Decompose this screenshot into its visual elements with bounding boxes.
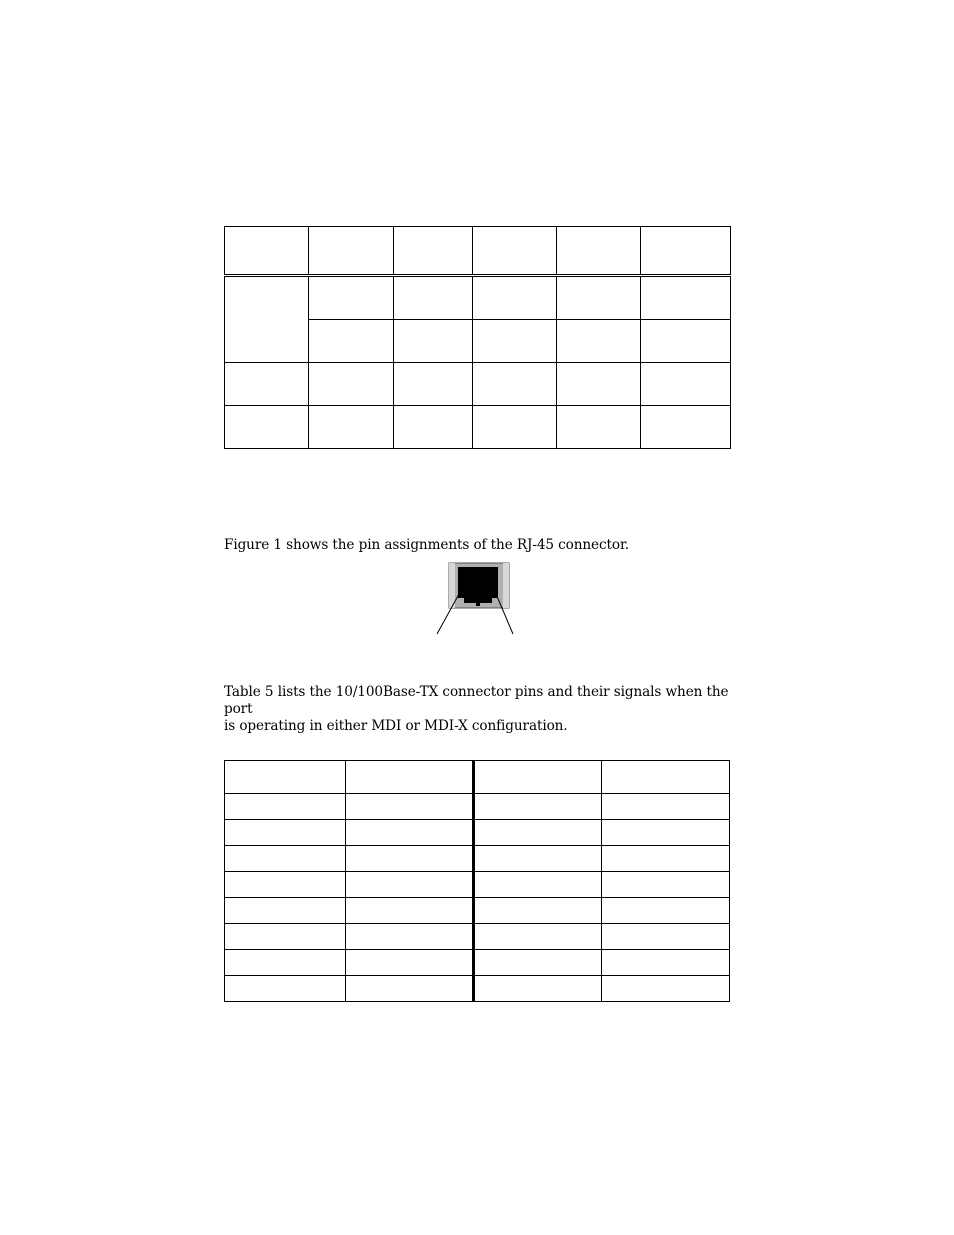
table-cell bbox=[394, 406, 473, 449]
table-row bbox=[225, 950, 730, 976]
table-cell bbox=[641, 320, 731, 363]
table-cell bbox=[346, 924, 474, 950]
table-row bbox=[225, 794, 730, 820]
table-cell bbox=[346, 794, 474, 820]
table-cell bbox=[557, 276, 641, 320]
table-cell bbox=[641, 363, 731, 406]
table-cell bbox=[557, 227, 641, 276]
table-cell bbox=[225, 846, 346, 872]
table-cell bbox=[346, 820, 474, 846]
table-cell bbox=[557, 320, 641, 363]
table-cell bbox=[225, 924, 346, 950]
table-cell bbox=[601, 872, 729, 898]
table-row bbox=[225, 976, 730, 1002]
figure-intro-paragraph: Figure 1 shows the pin assignments of the RJ-45 connector. bbox=[224, 537, 630, 553]
table-cell bbox=[474, 872, 601, 898]
table-row bbox=[225, 924, 730, 950]
table-cell bbox=[473, 276, 557, 320]
table-cell bbox=[641, 276, 731, 320]
table-cell bbox=[394, 227, 473, 276]
table-cell bbox=[346, 846, 474, 872]
table-cell bbox=[309, 276, 394, 320]
table-cell bbox=[474, 846, 601, 872]
table-intro-paragraph bbox=[224, 684, 744, 735]
connector-highlight-left bbox=[449, 563, 455, 608]
connector-socket bbox=[458, 567, 498, 606]
table-cell bbox=[474, 950, 601, 976]
cable-spec-table bbox=[224, 226, 731, 449]
table-cell bbox=[601, 794, 729, 820]
table-cell bbox=[225, 761, 346, 794]
table-cell bbox=[473, 363, 557, 406]
table-cell bbox=[225, 794, 346, 820]
table-cell bbox=[473, 227, 557, 276]
pin-1-callout-line bbox=[437, 594, 459, 634]
table-cell bbox=[225, 363, 309, 406]
table-cell bbox=[474, 898, 601, 924]
table-cell bbox=[601, 976, 729, 1002]
table-cell bbox=[474, 794, 601, 820]
table-header-row bbox=[225, 227, 731, 276]
table-cell bbox=[641, 227, 731, 276]
table-cell bbox=[394, 320, 473, 363]
connector-highlight-right bbox=[503, 563, 509, 608]
table-cell bbox=[346, 761, 474, 794]
table-cell bbox=[225, 406, 309, 449]
table-row bbox=[225, 820, 730, 846]
table-cell bbox=[601, 820, 729, 846]
table-header-row bbox=[225, 761, 730, 794]
table-cell bbox=[601, 846, 729, 872]
table-cell bbox=[601, 924, 729, 950]
rj45-connector-icon bbox=[430, 560, 522, 638]
table-cell bbox=[225, 820, 346, 846]
table-row bbox=[225, 363, 731, 406]
table-cell bbox=[601, 898, 729, 924]
table-cell bbox=[346, 898, 474, 924]
table-row bbox=[225, 846, 730, 872]
table-cell bbox=[474, 924, 601, 950]
table-cell bbox=[394, 363, 473, 406]
table-cell bbox=[225, 898, 346, 924]
table-cell bbox=[557, 363, 641, 406]
table-cell bbox=[346, 950, 474, 976]
table-cell bbox=[225, 976, 346, 1002]
table-row bbox=[225, 276, 731, 320]
table-cell bbox=[474, 820, 601, 846]
table-cell bbox=[473, 320, 557, 363]
table-cell bbox=[641, 406, 731, 449]
table-cell bbox=[557, 406, 641, 449]
table-row bbox=[225, 872, 730, 898]
table-cell bbox=[474, 976, 601, 1002]
table-cell bbox=[601, 950, 729, 976]
table-cell bbox=[346, 976, 474, 1002]
table-row bbox=[225, 898, 730, 924]
table-cell bbox=[346, 872, 474, 898]
table-cell bbox=[225, 950, 346, 976]
table-cell bbox=[309, 363, 394, 406]
table-intro-line-1: Table 5 lists the 10/100Base-TX connector pins and their signals when the port bbox=[224, 684, 729, 717]
table-cell bbox=[309, 320, 394, 363]
table-cell bbox=[309, 227, 394, 276]
table-cell bbox=[225, 276, 309, 363]
table-cell bbox=[474, 761, 601, 794]
table-row bbox=[225, 406, 731, 449]
table-cell bbox=[309, 406, 394, 449]
table-cell bbox=[601, 761, 729, 794]
table-intro-line-2: is operating in either MDI or MDI-X configuration. bbox=[224, 718, 568, 734]
table-cell bbox=[394, 276, 473, 320]
table-cell bbox=[225, 227, 309, 276]
table-cell bbox=[473, 406, 557, 449]
pin-signal-table bbox=[224, 760, 730, 1002]
table-cell bbox=[225, 872, 346, 898]
